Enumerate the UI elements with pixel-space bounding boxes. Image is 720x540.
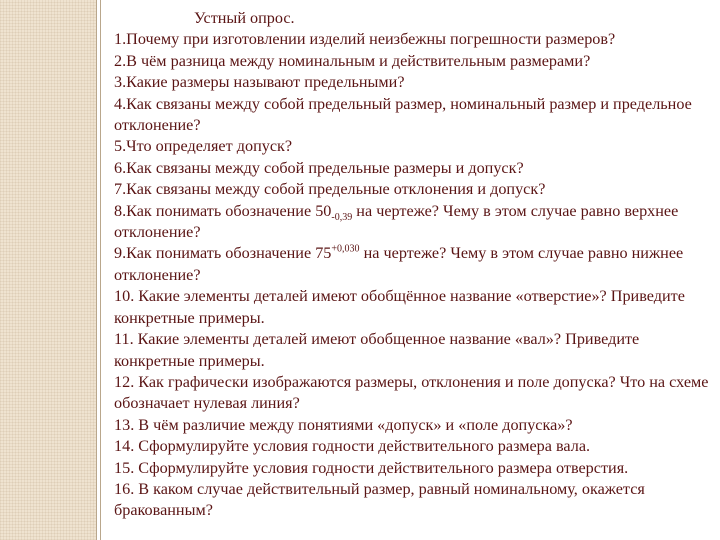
question-16: 16. В каком случае действительный размер, равный номинальному, окажется бракованным? xyxy=(114,479,645,520)
slide-title: Устный опрос. xyxy=(194,9,295,27)
decorative-side-strip xyxy=(0,0,96,540)
question-2: 2.В чём разница между номинальным и действительным размерами? xyxy=(114,51,591,70)
question-11: 11. Какие элементы деталей имеют обобщенное название «вал»? Приведите конкретные примеры. xyxy=(114,330,640,370)
upper-deviation-superscript: +0,030 xyxy=(331,244,360,256)
question-15: 15. Сформулируйте условия годности действительного размера отверстия. xyxy=(114,458,629,477)
question-5: 5.Что определяет допуск? xyxy=(114,137,293,156)
question-1: 1.Почему при изготовлении изделий неизбежны погрешности размеров? xyxy=(114,30,616,49)
question-7: 7.Как связаны между собой предельные отклонения и допуск? xyxy=(114,180,546,199)
lower-deviation-subscript: -0,39 xyxy=(331,211,353,223)
question-14: 14. Сформулируйте условия годности действительного размера вала. xyxy=(114,437,591,456)
divider-line xyxy=(96,0,97,540)
question-13: 13. В чём различие между понятиями «допуск» и «поле допуска»? xyxy=(114,415,573,434)
question-4: 4.Как связаны между собой предельный размер, номинальный размер и предельное отклонение? xyxy=(114,94,692,135)
question-8-text: 8.Как понимать обозначение 50 xyxy=(114,201,332,220)
question-10: 10. Какие элементы деталей имеют обобщённое название «отверстие»? Приведите конкретные примеры. xyxy=(114,287,685,327)
slide-content xyxy=(114,8,714,522)
question-8 xyxy=(114,201,714,244)
question-9 xyxy=(114,243,714,286)
question-9-text: 9.Как понимать обозначение 75 xyxy=(114,244,332,263)
question-9-text-cont: на чертеже? Чему в этом случае равно нижнее отклонение? xyxy=(114,244,684,284)
question-6: 6.Как связаны между собой предельные размеры и допуск? xyxy=(114,158,524,177)
question-8-text-cont: на чертеже? Чему в этом случае равно верхнее отклонение? xyxy=(114,201,679,242)
question-3: 3.Какие размеры называют предельными? xyxy=(114,73,405,92)
question-12: 12. Как графически изображаются размеры, отклонения и поле допуска? Что на схеме обозначает нулевая линия? xyxy=(114,372,709,413)
divider-line xyxy=(100,0,101,540)
